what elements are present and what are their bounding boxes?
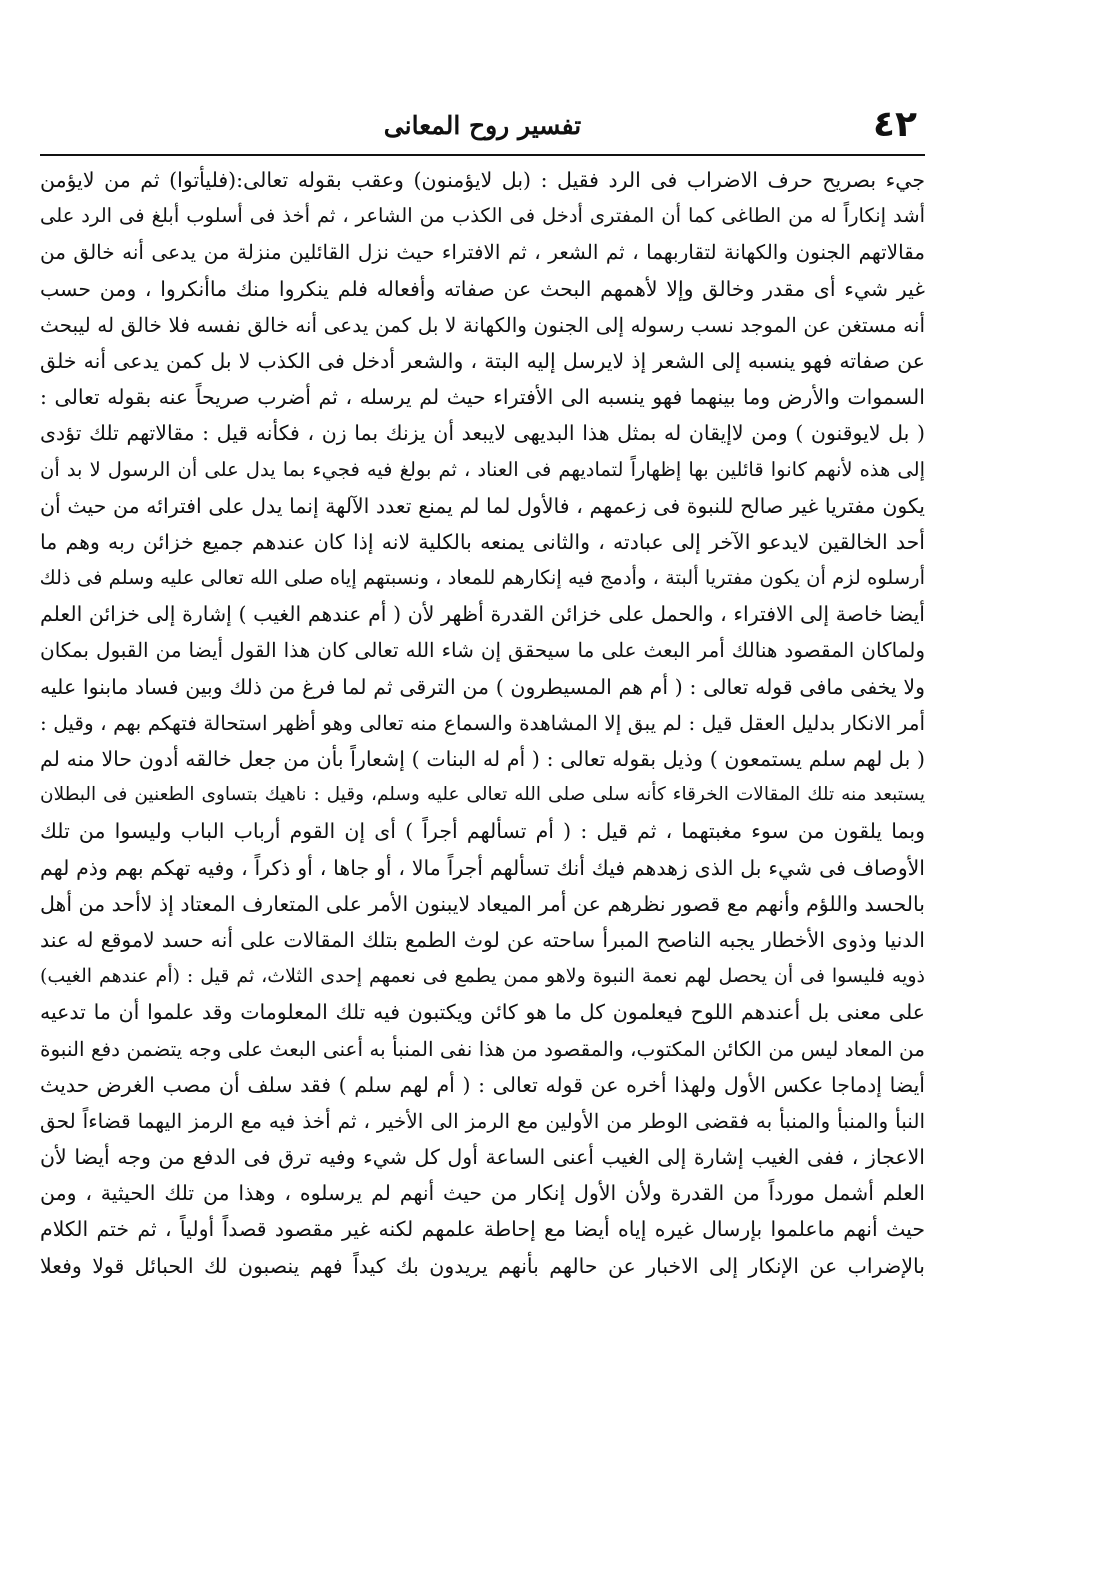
page-header [40, 100, 925, 152]
text-line: الاعجاز ، ففى الغيب إشارة إلى الغيب أعنى الساعة أول كل شيء وفيه ترق فى الدفع من وجه أيضا لأن [40, 1145, 925, 1170]
text-line: مقالاتهم الجنون والكهانة لتقاربهما ، ثم الشعر ، ثم الافتراء حيث نزل القائلين منزلة من يدعى أنه خالق من [40, 240, 925, 265]
text-line: غير شيء أى مقدر وخالق وإلا لأهمهم البحث عن صفاته وأفعاله فلم ينكروا منك ماأنكروا ، ومن حسب [40, 276, 925, 301]
text-line: بالإضراب عن الإنكار إلى الاخبار عن حالهم بأنهم يريدون بك كيداً فهم ينصبون لك الحبائل قولا وفعلا [40, 1253, 925, 1278]
body-text [40, 162, 925, 1284]
text-line: ( بل لايوقنون ) ومن لاإيقان له بمثل هذا البديهى لايبعد أن يزنك بما زن ، فكأنه قيل : مقالاتهم تلك تؤدى [40, 421, 925, 446]
text-line: الأوصاف فى شيء بل الذى زهدهم فيك أنك تسألهم أجراً مالا ، أو جاها ، أو ذكراً ، وفيه تهكم بهم وذم لهم [40, 855, 925, 880]
text-line: أرسلوه لزم أن يكون مفتريا ألبتة ، وأدمج فيه إنكارهم للمعاد ، ونسبتهم إياه صلى الله تعالى عليه وسلم فى ذلك [40, 566, 925, 590]
header-rule [40, 154, 925, 156]
text-line: بالحسد واللؤم وأنهم مع قصور نظرهم عن أمر الميعاد لايبنون الأمر على المتعارف المعتاد إذ لاأحد من أهل [40, 891, 925, 916]
text-line: عن صفاته فهو ينسبه إلى الشعر إذ لايرسل إليه البتة ، والشعر أدخل فى الكذب لا بل كمن يدعى أنه خلق [40, 348, 925, 373]
text-line: أشد إنكاراً له من الطاغى كما أن المفترى أدخل فى الكذب من الشاعر ، ثم أخذ فى أسلوب أبلغ فى الرد على [40, 204, 925, 228]
text-line: الدنيا وذوى الأخطار يجبه الناصح المبرأ ساحته عن لوث الطمع بتلك المقالات على أنه حسد لاموقع له عند [40, 927, 925, 952]
text-line: من المعاد ليس من الكائن المكتوب، والمقصود من هذا نفى المنبأ به أعنى البعث على وجه يتضمن دفع النبوة [40, 1036, 925, 1061]
text-line: ولا يخفى مافى قوله تعالى : ( أم هم المسيطرون ) من الترقى ثم لما فرغ من ذلك وبين فساد مابنوا عليه [40, 674, 925, 699]
text-line: أنه مستغن عن الموجد نسب رسوله إلى الجنون والكهانة لا بل كمن يدعى أنه خالق نفسه فلا خالق له ليبحث [40, 312, 925, 337]
text-line: ذويه فليسوا فى أن يحصل لهم نعمة النبوة ولاهو ممن يطمع فى نعمهم إحدى الثلاث، ثم قيل : (أم عندهم الغيب) [40, 965, 925, 988]
text-line: جيء بصريح حرف الاضراب فى الرد فقيل : (بل لايؤمنون) وعقب بقوله تعالى:(فليأتوا) ثم من لايؤمن [40, 168, 925, 192]
text-line: أيضا إدماجا عكس الأول ولهذا أخره عن قوله تعالى : ( أم لهم سلم ) فقد سلف أن مصب الغرض حديث [40, 1072, 925, 1097]
text-line: أمر الانكار بدليل العقل قيل : لم يبق إلا المشاهدة والسماع منه تعالى وهو أظهر استحالة فتهكم بهم ، وقيل : [40, 710, 925, 735]
text-line: أيضا خاصة إلى الافتراء ، والحمل على خزائن القدرة أظهر لأن ( أم عندهم الغيب ) إشارة إلى خزائن العلم [40, 602, 925, 627]
running-title: تفسير روح المعانى [383, 111, 582, 140]
text-line: يكون مفتريا غير صالح للنبوة فى زعمهم ، فالأول لما لم يمنع تعدد الآلهة إنما يدل على افترائه من حيث أن [40, 493, 925, 518]
text-line: وبما يلقون من سوء مغبتهما ، ثم قيل : ( أم تسألهم أجراً ) أى إن القوم أرباب الباب وليسوا من تلك [40, 819, 925, 844]
text-line: النبأ والمنبأ والمنبأ به فقضى الوطر من الأولين مع الرمز الى الأخير ، ثم أخذ فيه مع الرمز اليهما قضاءاً لحق [40, 1108, 925, 1133]
text-line: السموات والأرض وما بينهما فهو ينسبه الى الأفتراء حيث لم يرسله ، ثم أضرب صريحاً عنه بقوله تعالى : [40, 385, 925, 410]
page-number: ٤٢ [873, 104, 917, 145]
text-line: يستبعد منه تلك المقالات الخرقاء كأنه سلى صلى الله تعالى عليه وسلم، وقيل : ناهيك بتساوى الطعنين فى البطلان [40, 784, 925, 806]
text-line: حيث أنهم ماعلموا بإرسال غيره إياه أيضا مع إحاطة علمهم لكنه غير مقصود قصداً أولياً ، ثم ختم الكلام [40, 1217, 925, 1242]
text-line: أحد الخالقين لايدعو الآخر إلى عبادته ، والثانى يمنعه بالكلية لانه إذا كان عندهم جميع خزائن ربه وهم ما [40, 529, 925, 554]
text-line: إلى هذه لأنهم كانوا قائلين بها إظهاراً لتماديهم فى العناد ، ثم بولغ فيه فجيء بما يدل على أن الرسول لا بد أن [40, 457, 925, 481]
text-line: العلم أشمل مورداً من القدرة ولأن الأول إنكار من حيث أنهم لم يرسلوه ، وهذا من تلك الحيثية ، ومن [40, 1181, 925, 1206]
text-line: ولماكان المقصود هنالك أمر البعث على ما سيحقق إن شاء الله تعالى كان هذا القول أيضا من القبول بمكان [40, 638, 925, 663]
text-line: على معنى بل أعندهم اللوح فيعلمون كل ما هو كائن ويكتبون فيه تلك المعلومات وقد علموا أن ما تدعيه [40, 1000, 925, 1025]
text-line: ( بل لهم سلم يستمعون ) وذيل بقوله تعالى : ( أم له البنات ) إشعاراً بأن من جعل خالقه أدون حالا منه لم [40, 747, 925, 771]
